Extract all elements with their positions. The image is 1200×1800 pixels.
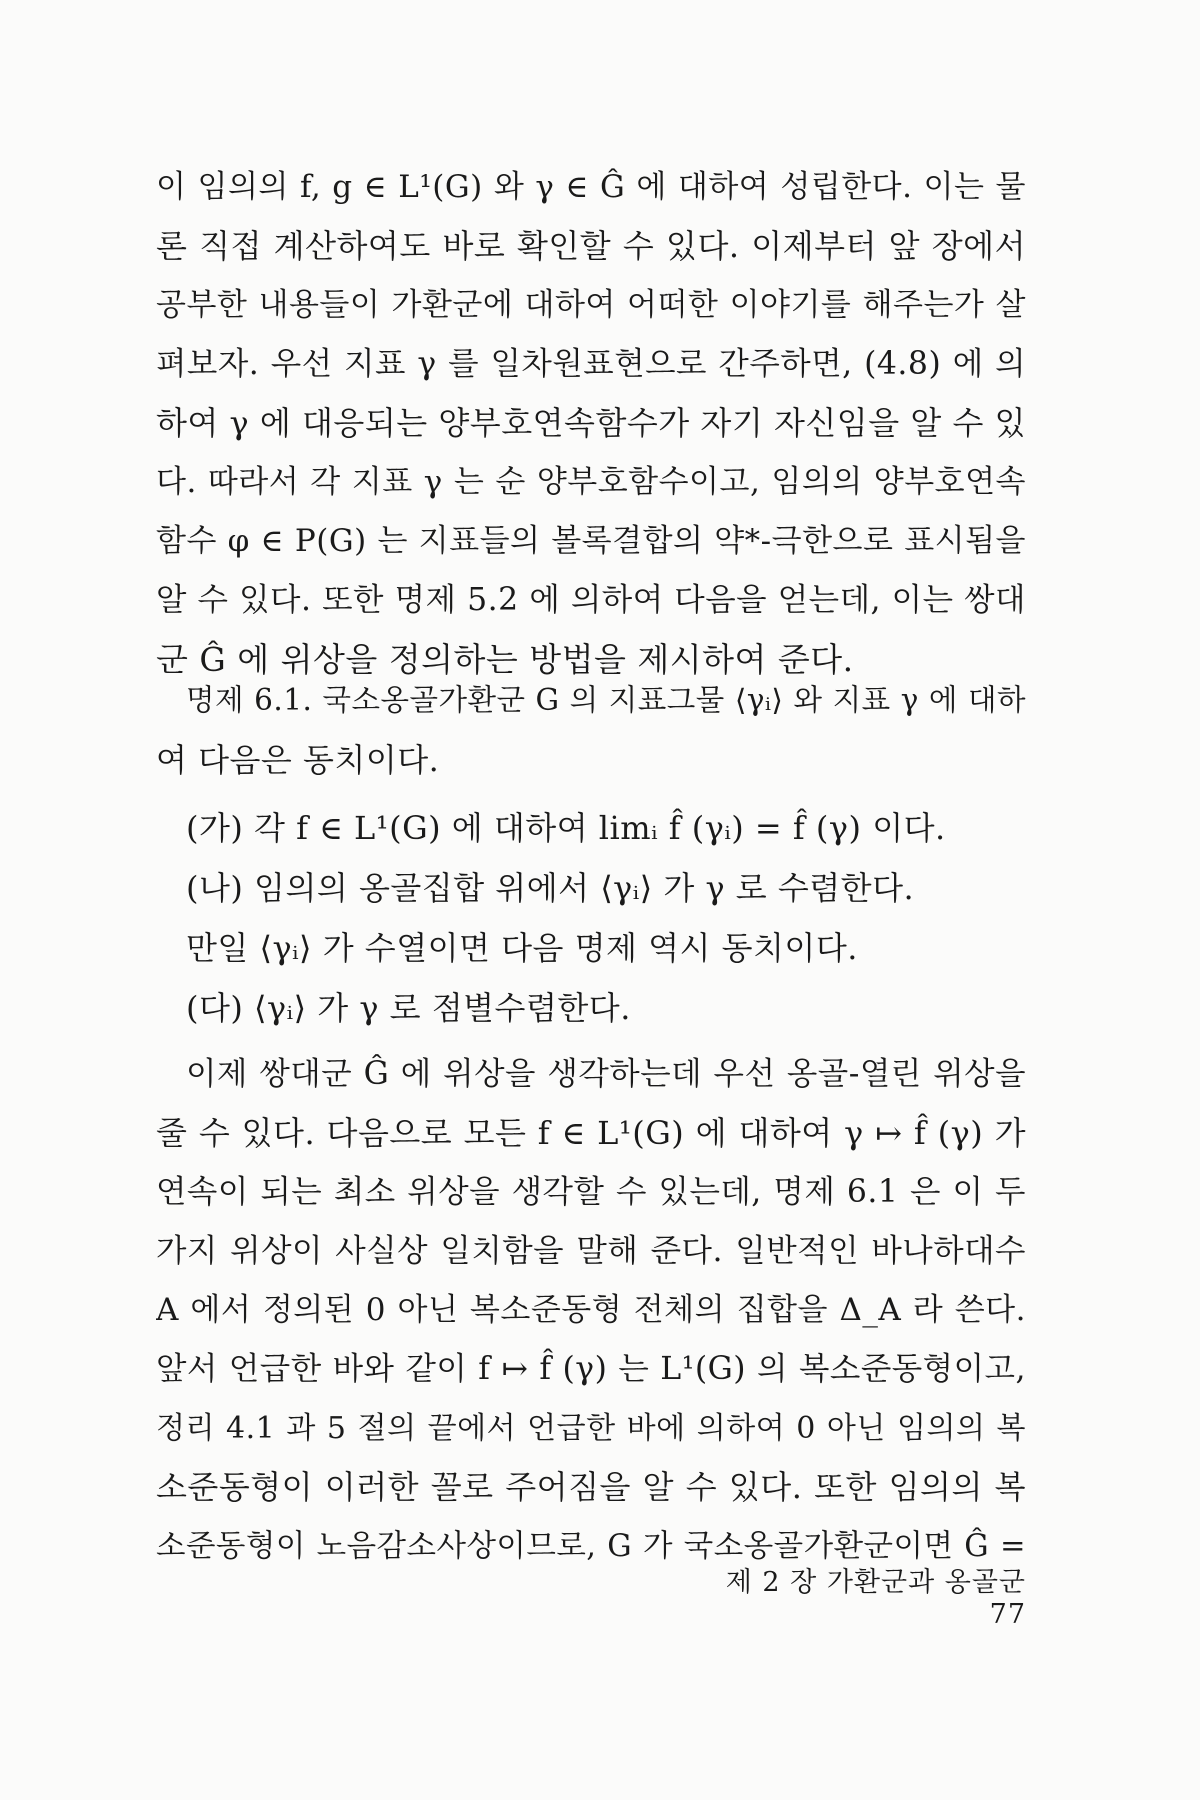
text-line: 소준동형이 노음감소사상이므로, G 가 국소옹골가환군이면 Ĝ =: [156, 1529, 1026, 1564]
text-line: 앞서 언급한 바와 같이 f ↦ f̂ (γ) 는 L¹(G) 의 복소준동형이고,: [156, 1351, 1026, 1387]
text-line: 공부한 내용들이 가환군에 대하여 어떠한 이야기를 해주는가 살: [156, 287, 1026, 323]
text-line: 소준동형이 이러한 꼴로 주어짐을 알 수 있다. 또한 임의의 복: [156, 1468, 1026, 1506]
proposition-statement: 명제 6.1. 국소옹골가환군 G 의 지표그물 ⟨γᵢ⟩ 와 지표 γ 에 대하: [186, 683, 1026, 717]
paragraph-2: [156, 1045, 1026, 1576]
proposition-item: (가) 각 f ∈ L¹(G) 에 대하여 limᵢ f̂ (γᵢ) = f̂ (γ) 이다.: [186, 809, 946, 847]
text-line: 연속이 되는 최소 위상을 생각할 수 있는데, 명제 6.1 은 이 두: [156, 1174, 1026, 1210]
proposition-6-1: [156, 670, 1026, 1038]
paragraph-1: [156, 158, 1026, 689]
proposition-note: 만일 ⟨γᵢ⟩ 가 수열이면 다음 명제 역시 동치이다.: [186, 929, 858, 967]
text-line: A 에서 정의된 0 아닌 복소준동형 전체의 집합을 Δ_A 라 쓴다.: [156, 1292, 1026, 1328]
text-line: 다. 따라서 각 지표 γ 는 순 양부호함수이고, 임의의 양부호연속: [156, 464, 1026, 500]
text-line: 하여 γ 에 대응되는 양부호연속함수가 자기 자신임을 알 수 있: [156, 404, 1026, 442]
text-line: 정리 4.1 과 5 절의 끝에서 언급한 바에 의하여 0 아닌 임의의 복: [156, 1411, 1026, 1446]
text-line: 이제 쌍대군 Ĝ 에 위상을 생각하는데 우선 옹골-열린 위상을: [186, 1056, 1026, 1092]
text-line: 론 직접 계산하여도 바로 확인할 수 있다. 이제부터 앞 장에서: [156, 227, 1026, 265]
page-number: 77: [989, 1599, 1026, 1630]
text-line: 알 수 있다. 또한 명제 5.2 에 의하여 다음을 얻는데, 이는 쌍대: [156, 582, 1026, 618]
text-line: 가지 위상이 사실상 일치함을 말해 준다. 일반적인 바나하대수: [156, 1233, 1026, 1269]
text-line: 군 Ĝ 에 위상을 정의하는 방법을 제시하여 준다.: [156, 640, 854, 679]
proposition-item: (나) 임의의 옹골집합 위에서 ⟨γᵢ⟩ 가 γ 로 수렴한다.: [186, 869, 915, 907]
text-line: 펴보자. 우선 지표 γ 를 일차원표현으로 간주하면, (4.8) 에 의: [156, 346, 1026, 382]
text-line: 함수 φ ∈ P(G) 는 지표들의 볼록결합의 약*-극한으로 표시됨을: [156, 523, 1026, 559]
chapter-title: 제 2 장 가환군과 옹골군: [725, 1567, 1026, 1598]
text-line: 줄 수 있다. 다음으로 모든 f ∈ L¹(G) 에 대하여 γ ↦ f̂ (γ) 가: [156, 1114, 1026, 1152]
text-line: 이 임의의 f, g ∈ L¹(G) 와 γ ∈ Ĝ 에 대하여 성립한다. 이는 물: [156, 169, 1026, 205]
page-footer: [700, 1560, 1026, 1630]
proposition-statement: 여 다음은 동치이다.: [156, 741, 440, 779]
proposition-item: (다) ⟨γᵢ⟩ 가 γ 로 점별수렴한다.: [186, 989, 631, 1027]
